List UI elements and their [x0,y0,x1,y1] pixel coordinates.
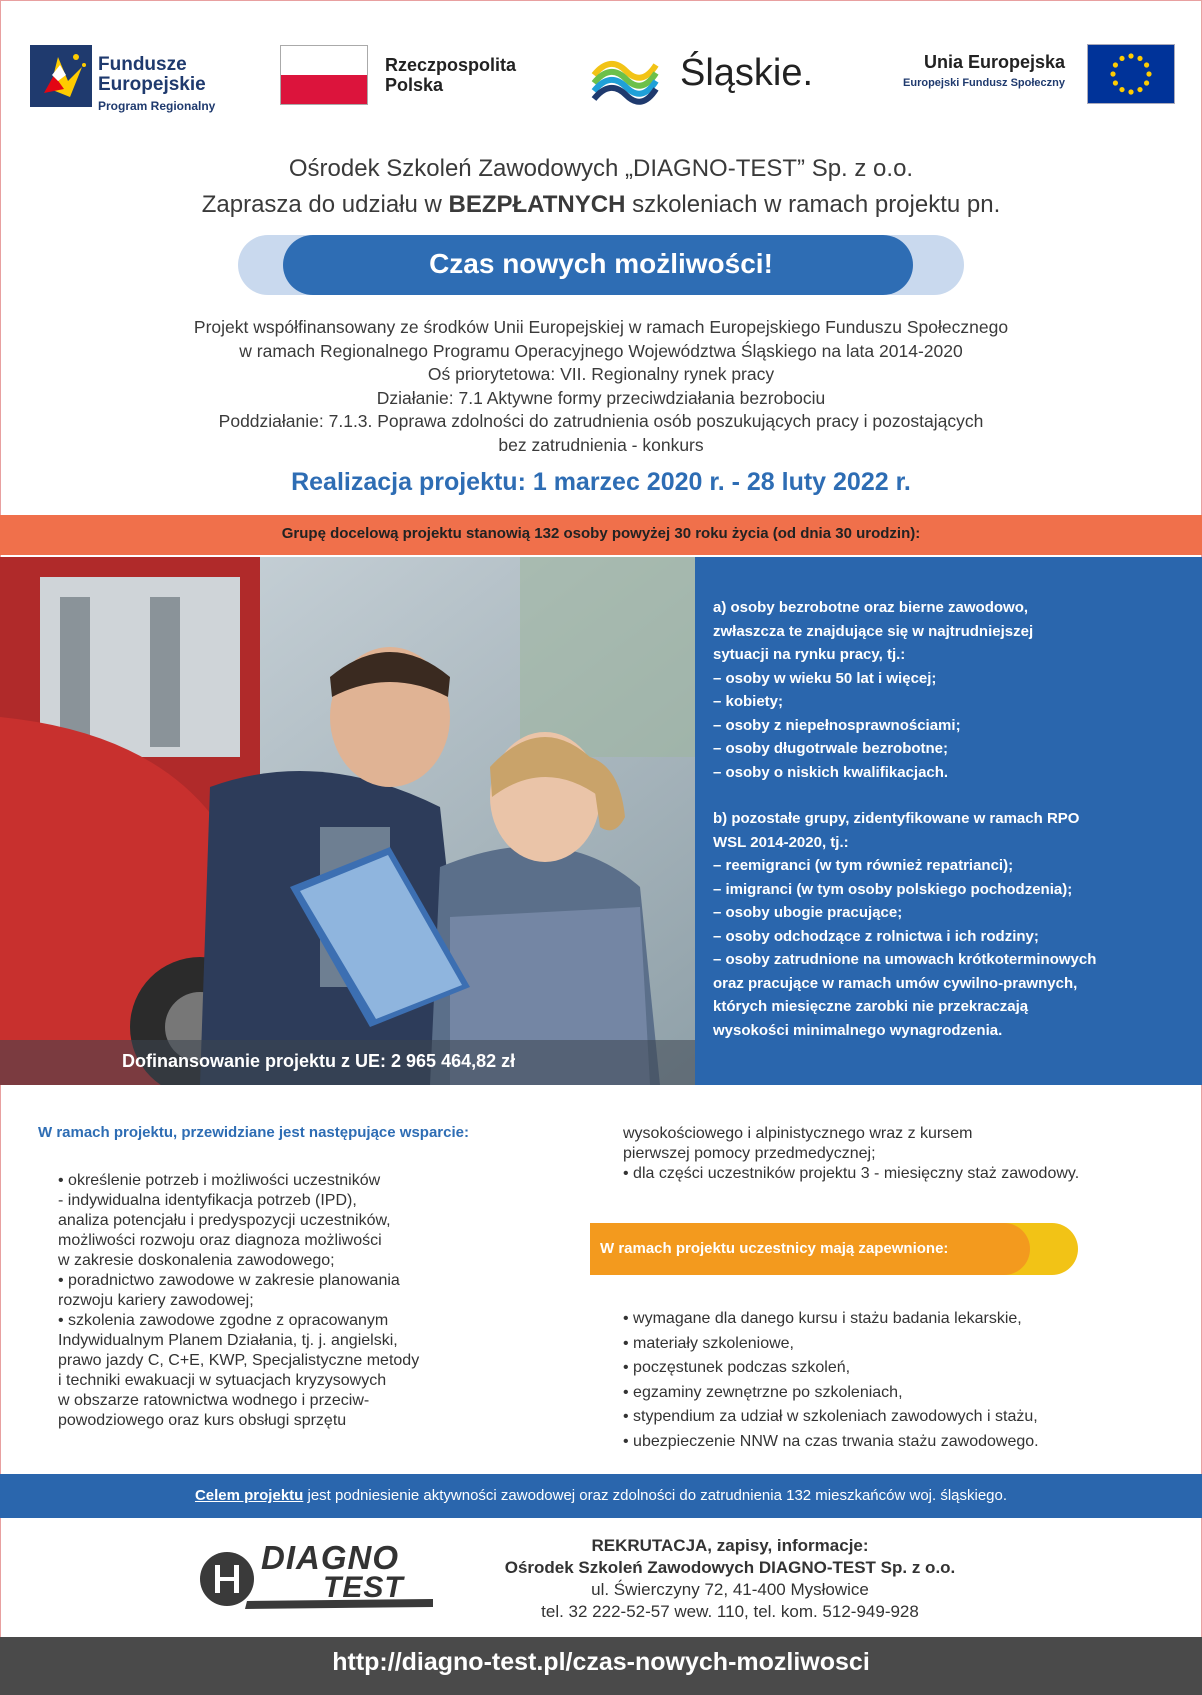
header-line-2 [0,191,1202,219]
goal-rest: jest podniesienie aktywności zawodowej oraz zdolności do zatrudnienia 132 mieszkańców woj. śląskiego. [303,1487,1008,1504]
group-a-line: sytuacji na rynku pracy, tj.: [713,646,906,663]
diagno-test-logo [197,1537,437,1617]
group-b-line: – osoby zatrudnione na umowach krótkoterminowych [713,951,1097,968]
goal-text [0,1487,1202,1504]
provided-item: • ubezpieczenie NNW na czas trwania stażu zawodowego. [623,1432,1039,1450]
group-b-line: WSL 2014-2020, tj.: [713,833,849,851]
slaskie-wave-icon [590,45,660,105]
ue-subtitle: Europejski Fundusz Społeczny [903,77,1065,89]
recruitment-line: Ośrodek Szkoleń Zawodowych DIAGNO-TEST Sp. z o.o. [504,1558,956,1577]
fe-star-icon [30,45,92,107]
eu-flag-icon [1087,44,1175,104]
eu-star-icon [1119,87,1124,92]
eu-star-icon [1128,53,1133,58]
support-line: w obszarze ratownictwa wodnego i przeciw- [58,1392,370,1409]
group-b-line: – reemigranci (w tym również repatrianci); [713,857,1014,874]
support-line: • poradnictwo zawodowe w zakresie planowania [58,1272,400,1289]
group-a-line: – osoby o niskich kwalifikacjach. [713,763,949,781]
group-b-line: których miesięczne zarobki nie przekraczają [713,998,1029,1015]
eu-star-icon [1110,71,1115,76]
support-line: prawo jazdy C, C+E, KWP, Specjalistyczne metody [58,1352,420,1369]
support-line: • określenie potrzeb i możliwości uczestników [58,1172,381,1189]
eu-star-icon [1146,71,1151,76]
eu-star-icon [1137,87,1142,92]
recruitment-line: REKRUTACJA, zapisy, informacje: [591,1536,869,1555]
group-a-line: – osoby długotrwale bezrobotne; [713,740,949,757]
support-list-left [58,1171,458,1431]
eu-star-icon [1137,56,1142,61]
provided-item: • wymagane dla danego kursu i stażu badania lekarskie, [623,1310,1022,1327]
slaskie-logo-text: Śląskie. [680,52,814,94]
project-name: Czas nowych możliwości! [429,248,773,279]
fundusze-europejskie-logo [30,45,240,125]
support-line: • dla części uczestników projektu 3 - miesięczny staż zawodowy. [623,1165,1080,1182]
diagno-word: DIAGNO [261,1539,399,1576]
goal-bold: Celem projektu [194,1487,304,1504]
support-line: - indywidualna identyfikacja potrzeb (IPD), [58,1192,357,1209]
project-info-line: Poddziałanie: 7.1.3. Poprawa zdolności do zatrudnienia osób poszukujących pracy i pozostających [218,411,984,431]
provided-item: • egzaminy zewnętrzne po szkoleniach, [623,1383,903,1401]
group-b-line: – osoby odchodzące z rolnictwa i ich rodziny; [713,927,1039,945]
project-info-line: Oś priorytetowa: VII. Regionalny rynek pracy [427,364,775,384]
eu-star-icon [1144,80,1149,85]
fe-subtitle: Program Regionalny [98,99,216,113]
group-a-line: a) osoby bezrobotne oraz bierne zawodowo, [713,599,1029,616]
support-line: analiza potencjału i predyspozycji uczestników, [58,1212,391,1229]
support-line: w zakresie doskonalenia zawodowego; [58,1252,335,1269]
recruitment-line: ul. Świerczyny 72, 41-400 Mysłowice [591,1580,869,1599]
group-a-line: – osoby z niepełnosprawnościami; [713,716,961,734]
eu-star-icon [1119,56,1124,61]
ue-title: Unia Europejska [923,52,1065,72]
recruitment-line: tel. 32 222-52-57 wew. 110, tel. kom. 512-949-928 [541,1602,919,1621]
support-line: rozwoju kariery zawodowej; [58,1292,254,1309]
recruitment-info [470,1535,990,1623]
project-url-link[interactable]: http://diagno-test.pl/czas-nowych-mozliwosci [332,1648,870,1676]
project-info-line: Projekt współfinansowany ze środków Unii Europejskiej w ramach Europejskiego Funduszu Społecznego [193,317,1009,337]
support-line: powodziowego oraz kurs obsługi sprzętu [58,1412,347,1429]
fe-title-1: Fundusze [98,54,187,75]
group-b-line: oraz pracujące w ramach umów cywilno-prawnych, [713,974,1078,992]
group-b-line: – osoby ubogie pracujące; [713,904,903,921]
workers-photo [0,557,695,1085]
support-list-right [623,1124,1183,1184]
eu-star-icon [1113,62,1118,67]
support-line: pierwszej pomocy przedmedycznej; [623,1145,876,1162]
group-b-line: wysokości minimalnego wynagrodzenia. [713,1021,1003,1039]
support-title: W ramach projektu, przewidziane jest następujące wsparcie: [38,1124,469,1141]
eu-star-icon [1144,62,1149,67]
project-info [0,316,1202,457]
header-line-1: Ośrodek Szkoleń Zawodowych „DIAGNO-TEST” Sp. z o.o. [288,155,914,182]
rp-logo-text [385,55,516,95]
group-b-line: b) pozostałe grupy, zidentyfikowane w ramach RPO [713,810,1080,827]
provided-item: • materiały szkoleniowe, [623,1334,794,1352]
support-line: Indywidualnym Planem Działania, tj. j. angielski, [58,1332,398,1349]
project-info-line: w ramach Regionalnego Programu Operacyjnego Województwa Śląskiego na lata 2014-2020 [239,340,963,361]
project-info-line: Działanie: 7.1 Aktywne formy przeciwdziałania bezrobociu [376,387,826,408]
eu-star-icon [1128,89,1133,94]
group-a-line: zwłaszcza te znajdujące się w najtrudniejszej [713,622,1034,640]
ue-logo-text [870,52,1065,89]
provided-list [623,1307,1183,1454]
eu-star-icon [1113,80,1118,85]
group-b-line: – imigranci (w tym osoby polskiego pochodzenia); [713,880,1073,898]
group-a-line: – kobiety; [713,693,784,710]
provided-item: • poczęstunek podczas szkoleń, [623,1359,851,1376]
support-line: • szkolenia zawodowe zgodne z opracowanym [58,1312,389,1329]
poland-flag-icon [280,45,368,105]
target-group-text: Grupę docelową projektu stanowią 132 osoby powyżej 30 roku życia (od dnia 30 urodzin): [281,525,921,542]
realization-dates: Realizacja projektu: 1 marzec 2020 r. - 28 luty 2022 r. [291,468,911,496]
provided-title: W ramach projektu uczestnicy mają zapewnione: [600,1240,949,1257]
header-line-2-pre: Zaprasza do udziału w [201,191,449,218]
support-line: możliwości rozwoju oraz diagnoza możliwości [58,1232,382,1249]
funding-amount: Dofinansowanie projektu z UE: 2 965 464,82 zł [122,1051,516,1071]
target-groups-text [713,596,1193,1042]
group-a-line: – osoby w wieku 50 lat i więcej; [713,669,937,687]
header-line-2-post: szkoleniach w ramach projektu pn. [625,191,1001,218]
rp-line-2: Polska [385,75,444,95]
rp-line-1: Rzeczpospolita [385,55,517,75]
test-word: TEST [323,1571,404,1604]
project-info-line: bez zatrudnienia - konkurs [498,434,704,455]
support-line: wysokościowego i alpinistycznego wraz z kursem [623,1125,973,1142]
provided-item: • stypendium za udział w szkoleniach zawodowych i stażu, [623,1408,1038,1425]
fe-title-2: Europejskie [98,74,206,95]
support-line: i techniki ewakuacji w sytuacjach kryzysowych [58,1372,387,1389]
header-line-2-bold: BEZPŁATNYCH [448,191,626,218]
